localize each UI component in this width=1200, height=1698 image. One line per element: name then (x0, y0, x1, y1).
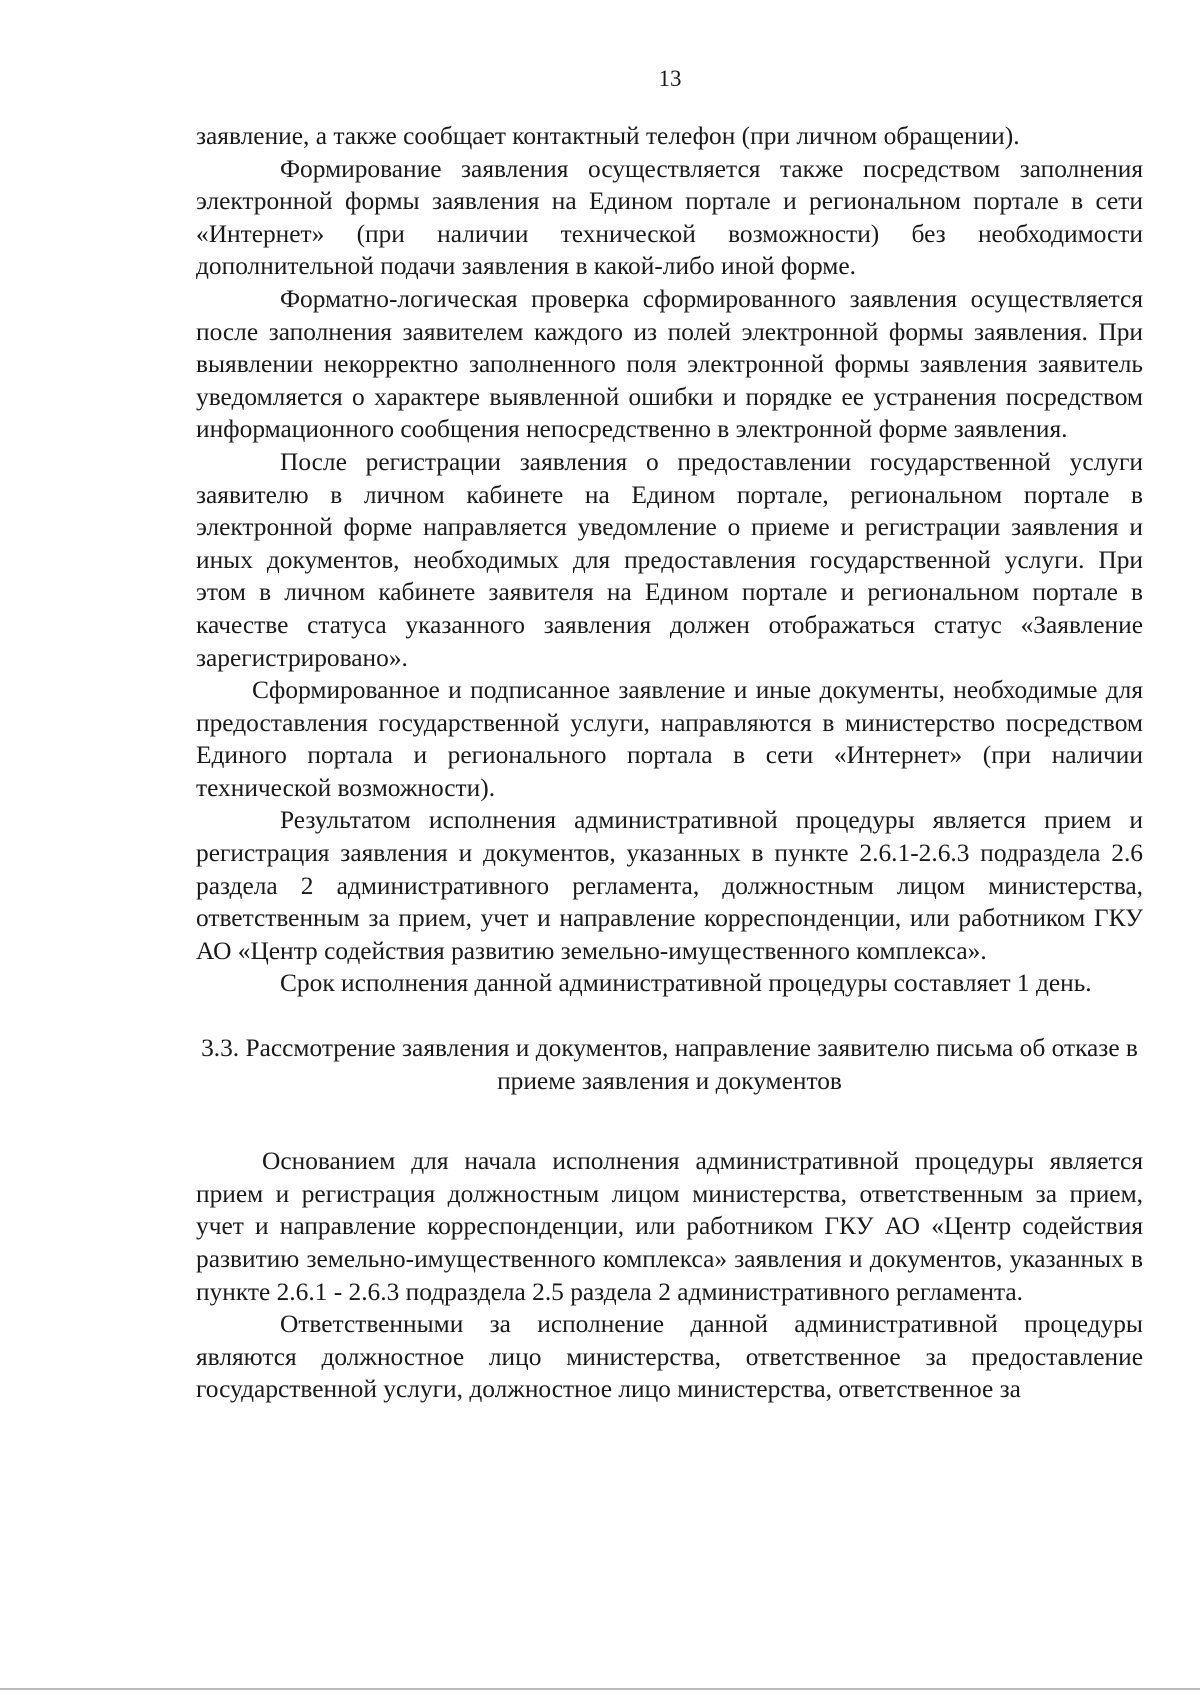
section-heading: 3.3. Рассмотрение заявления и документов, направление заявителю письма об отказе в приеме заявления и документов (201, 1034, 1138, 1095)
paragraph: Сформированное и подписанное заявление и иные документы, необходимые для предоставления государственной услуги, направляются в министерство посредством Единого портала и регионального портала в сети «Интернет» (при наличии технической возможности). (196, 676, 1143, 802)
paragraph: После регистрации заявления о предоставлении государственной услуги заявителю в личном кабинете на Едином портале, региональном портале в электронной форме направляется уведомление о приеме и регистрации заявления и иных документов, необходимых для предоставления государственной услуги. При этом в личном кабинете заявителя на Едином портале и региональном портале в качестве статуса указанного заявления должен отображаться статус «Заявление зарегистрировано». (196, 447, 1143, 672)
scan-edge-divider (0, 1688, 1200, 1690)
paragraph: Результатом исполнения административной процедуры является прием и регистрация заявления и документов, указанных в пункте 2.6.1-2.6.3 подраздела 2.6 раздела 2 административного регламента, должностным лицом министерства, ответственным за прием, учет и направление корреспонденции, или работником ГКУ АО «Центр содействия развитию земельно-имущественного комплекса». (196, 806, 1143, 965)
paragraph: заявление, а также сообщает контактный телефон (при личном обращении). (196, 122, 1020, 150)
paragraph: Ответственными за исполнение данной административной процедуры являются должностное лицо министерства, ответственное за предоставление государственной услуги, должностное лицо министерства, ответственное за (196, 1310, 1143, 1404)
paragraph: Срок исполнения данной административной процедуры составляет 1 день. (280, 969, 1092, 998)
document-body (196, 120, 1143, 1406)
paragraph: Форматно-логическая проверка сформированного заявления осуществляется после заполнения заявителем каждого из полей электронной формы заявления. При выявлении некорректно заполненного поля электронной формы заявления заявитель уведомляется о характере выявленной ошибки и порядке ее устранения посредством информационного сообщения непосредственно в электронной форме заявления. (196, 284, 1143, 444)
page-number: 13 (658, 66, 682, 91)
paragraph: Основанием для начала исполнения административной процедуры является прием и регистрация должностным лицом министерства, ответственным за прием, учет и направление корреспонденции, или работником ГКУ АО «Центр содействия развитию земельно-имущественного комплекса» заявления и документов, указанных в пункте 2.6.1 - 2.6.3 подраздела 2.5 раздела 2 административного регламента. (196, 1147, 1143, 1306)
paragraph: Формирование заявления осуществляется также посредством заполнения электронной формы заявления на Едином портале и региональном портале в сети «Интернет» (при наличии технической возможности) без необходимости дополнительной подачи заявления в какой-либо иной форме. (196, 154, 1143, 281)
